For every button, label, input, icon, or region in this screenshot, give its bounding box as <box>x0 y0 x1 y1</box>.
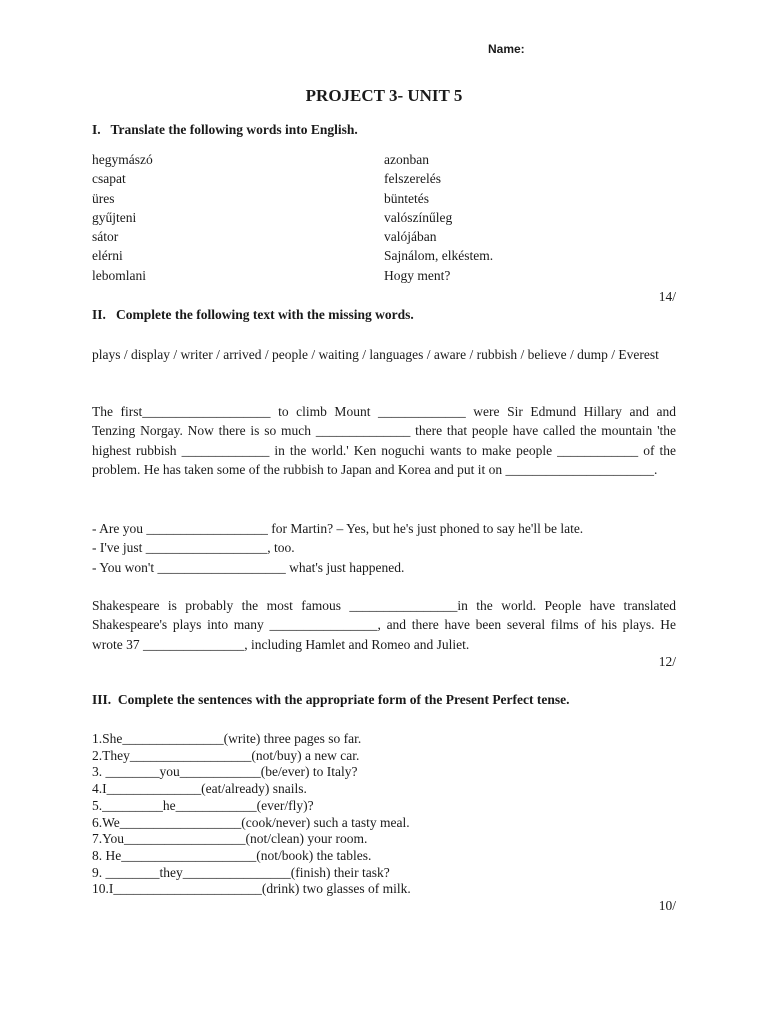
vocab-word: lebomlani <box>92 267 146 283</box>
section1-heading: I. Translate the following words into English. <box>92 122 358 137</box>
vocab-row <box>92 227 512 246</box>
vocab-word: hegymászó <box>92 152 153 167</box>
vocab-row <box>92 246 512 265</box>
vocab-word: elérni <box>92 248 123 264</box>
sentence-item: 1.She_______________(write) three pages so far. <box>92 731 362 746</box>
sentence-item: 4.I______________(eat/already) snails. <box>92 781 307 797</box>
vocab-row <box>92 266 512 285</box>
section1-score: 14/ <box>658 289 676 304</box>
vocab-row <box>92 169 512 188</box>
section2-score: 12/ <box>658 654 676 669</box>
sentence-item: 2.They__________________(not/buy) a new car. <box>92 747 360 763</box>
vocab-word: valójában <box>384 229 437 245</box>
dialogue-line: - You won't ___________________ what's just happened. <box>92 559 405 575</box>
sentence-item: 6.We__________________(cook/never) such a tasty meal. <box>92 814 410 830</box>
vocab-word: Hogy ment? <box>384 267 451 283</box>
sentence-item: 9. ________they________________(finish) their task? <box>92 864 390 880</box>
text-paragraph-shakespeare: Shakespeare is probably the most famous ________________in the world. People have translated Shakespeare's plays into many ________________, and there have been several films of his plays. He wrote 37 _______________, including Hamlet and Romeo and Juliet. <box>92 598 676 652</box>
vocab-word: sátor <box>92 229 119 245</box>
vocab-word: gyűjteni <box>92 209 137 225</box>
vocab-word: felszerelés <box>384 171 441 187</box>
vocab-row <box>92 189 512 208</box>
vocab-word: csapat <box>92 171 126 187</box>
text-paragraph-everest: The first___________________ to climb Mount _____________ were Sir Edmund Hillary and and Tenzing Norgay. Now there is so much ______________ there that people have called the mountain 'the highest rubbish _____________ in the world.' Ken noguchi wants to make people ____________ of the problem. He has taken some of the rubbish to Japan and Korea and put it on ______________________. <box>92 404 676 478</box>
section3-heading: III. Complete the sentences with the appropriate form of the Present Perfect tense. <box>92 692 570 707</box>
vocabulary-table <box>92 150 512 285</box>
sentence-item: 10.I______________________(drink) two glasses of milk. <box>92 881 411 897</box>
page-title: PROJECT 3- UNIT 5 <box>305 86 463 105</box>
dialogue-block <box>92 519 583 577</box>
sentence-item: 8. He____________________(not/book) the tables. <box>92 847 372 863</box>
word-bank: plays / display / writer / arrived / people / waiting / languages / aware / rubbish / believe / dump / Everest <box>92 347 659 362</box>
vocab-word: üres <box>92 190 115 206</box>
vocab-word: valószínűleg <box>384 209 453 225</box>
vocab-row <box>92 150 512 169</box>
vocab-word: azonban <box>384 152 429 167</box>
section3-score: 10/ <box>658 898 676 913</box>
sentence-item: 5._________he____________(ever/fly)? <box>92 797 314 813</box>
sentence-list <box>92 731 411 898</box>
dialogue-line: - I've just __________________, too. <box>92 540 295 556</box>
vocab-row <box>92 208 512 227</box>
sentence-item: 7.You__________________(not/clean) your room. <box>92 831 368 847</box>
vocab-word: büntetés <box>384 190 429 206</box>
vocab-word: Sajnálom, elkéstem. <box>384 248 494 264</box>
sentence-item: 3. ________you____________(be/ever) to Italy? <box>92 764 358 780</box>
section2-heading: II. Complete the following text with the missing words. <box>92 307 414 322</box>
name-label: Name: <box>488 42 525 56</box>
dialogue-line: - Are you __________________ for Martin? – Yes, but he's just phoned to say he'll be late. <box>92 521 584 536</box>
